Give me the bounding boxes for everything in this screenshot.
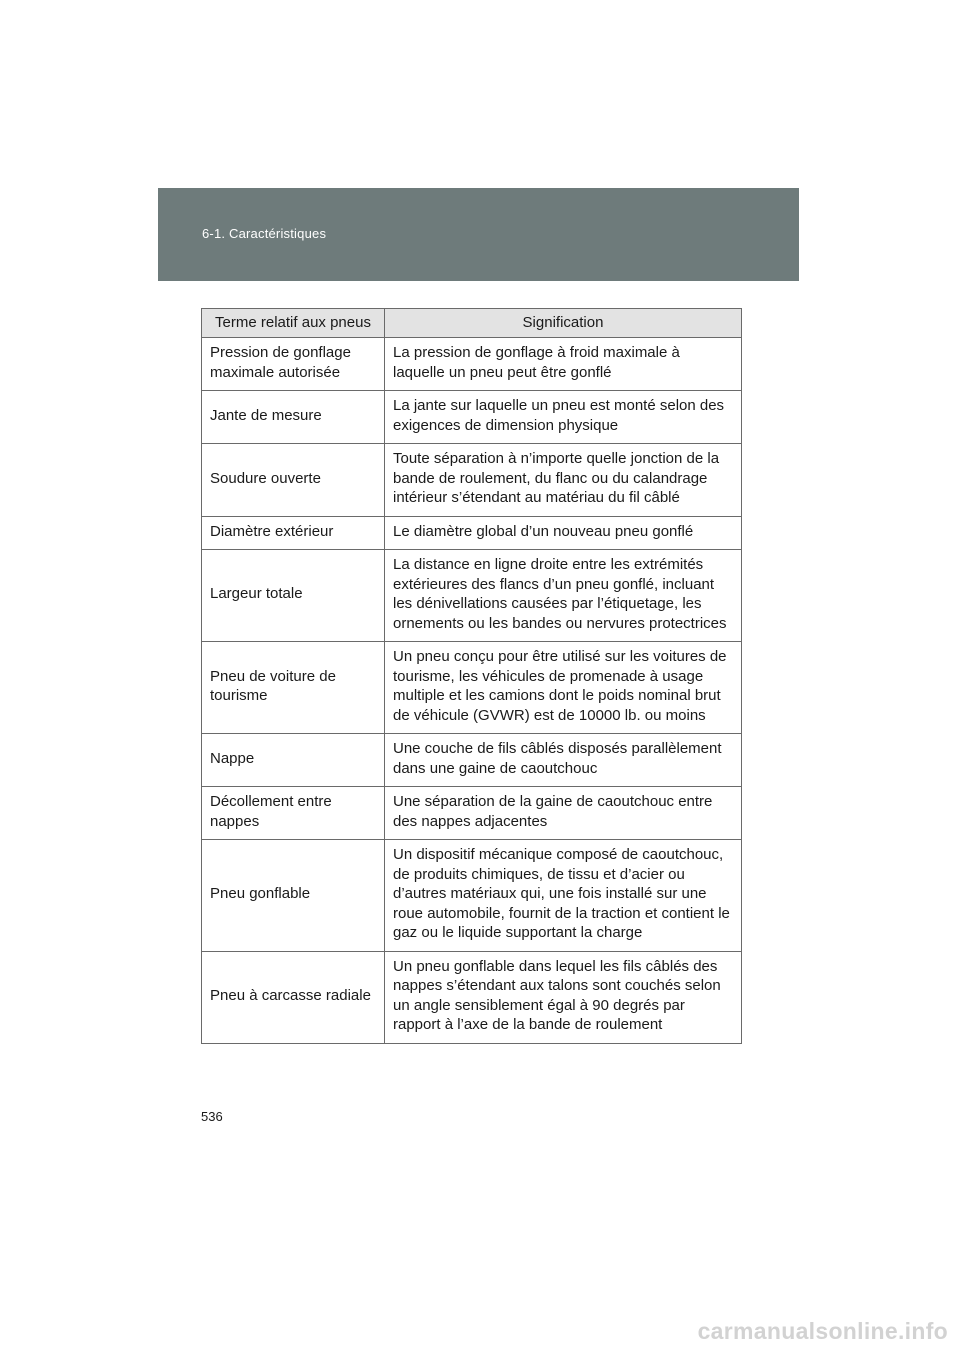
table-row: [202, 338, 742, 391]
watermark-logo: carmanualsonline.info: [697, 1318, 948, 1344]
table-header-row: [202, 309, 742, 338]
meaning-cell: La jante sur laquelle un pneu est monté selon des exigences de dimension physique: [385, 391, 742, 444]
term-cell: Pression de gonflage maximale autorisée: [202, 338, 385, 391]
meaning-cell: Un pneu gonflable dans lequel les fils câblés des nappes s’étendant aux talons sont couchés selon un angle sensiblement égal à 90 degrés par rapport à l’axe de la bande de roulement: [385, 951, 742, 1043]
meaning-cell: La pression de gonflage à froid maximale à laquelle un pneu peut être gonflé: [385, 338, 742, 391]
table-row: [202, 840, 742, 952]
column-header-meaning: Signification: [385, 309, 742, 338]
meaning-cell: Le diamètre global d’un nouveau pneu gonflé: [385, 516, 742, 550]
term-cell: Décollement entre nappes: [202, 787, 385, 840]
table-row: [202, 550, 742, 642]
meaning-cell: Une séparation de la gaine de caoutchouc entre des nappes adjacentes: [385, 787, 742, 840]
term-cell: Pneu gonflable: [202, 840, 385, 952]
column-header-term: Terme relatif aux pneus: [202, 309, 385, 338]
table-row: [202, 444, 742, 517]
term-cell: Soudure ouverte: [202, 444, 385, 517]
table-row: [202, 787, 742, 840]
term-cell: Largeur totale: [202, 550, 385, 642]
table-row: [202, 951, 742, 1043]
meaning-cell: Un pneu conçu pour être utilisé sur les voitures de tourisme, les véhicules de promenade à usage multiple et les camions dont le poids nominal brut de véhicule (GVWR) est de 10000 lb. ou moins: [385, 642, 742, 734]
meaning-cell: Toute séparation à n’importe quelle jonction de la bande de roulement, du flanc ou du calandrage intérieur s’étendant au matériau du fil câblé: [385, 444, 742, 517]
table-row: [202, 391, 742, 444]
term-cell: Jante de mesure: [202, 391, 385, 444]
term-cell: Nappe: [202, 734, 385, 787]
table-row: [202, 516, 742, 550]
meaning-cell: Une couche de fils câblés disposés parallèlement dans une gaine de caoutchouc: [385, 734, 742, 787]
page-number: 536: [201, 1109, 223, 1124]
meaning-cell: Un dispositif mécanique composé de caoutchouc, de produits chimiques, de tissu et d’acier ou d’autres matériaux qui, une fois installé sur une roue automobile, fournit de la traction et contient le gaz ou le liquide supportant la charge: [385, 840, 742, 952]
section-label: 6-1. Caractéristiques: [202, 226, 327, 241]
table-row: [202, 642, 742, 734]
table-row: [202, 734, 742, 787]
tire-terms-table: [201, 308, 742, 1044]
term-cell: Pneu à carcasse radiale: [202, 951, 385, 1043]
term-cell: Pneu de voiture de tourisme: [202, 642, 385, 734]
meaning-cell: La distance en ligne droite entre les extrémités extérieures des flancs d’un pneu gonflé, incluant les dénivellations causées par l’étiquetage, les ornements ou les bandes ou nervures protectrices: [385, 550, 742, 642]
section-header-band: [158, 188, 799, 281]
term-cell: Diamètre extérieur: [202, 516, 385, 550]
